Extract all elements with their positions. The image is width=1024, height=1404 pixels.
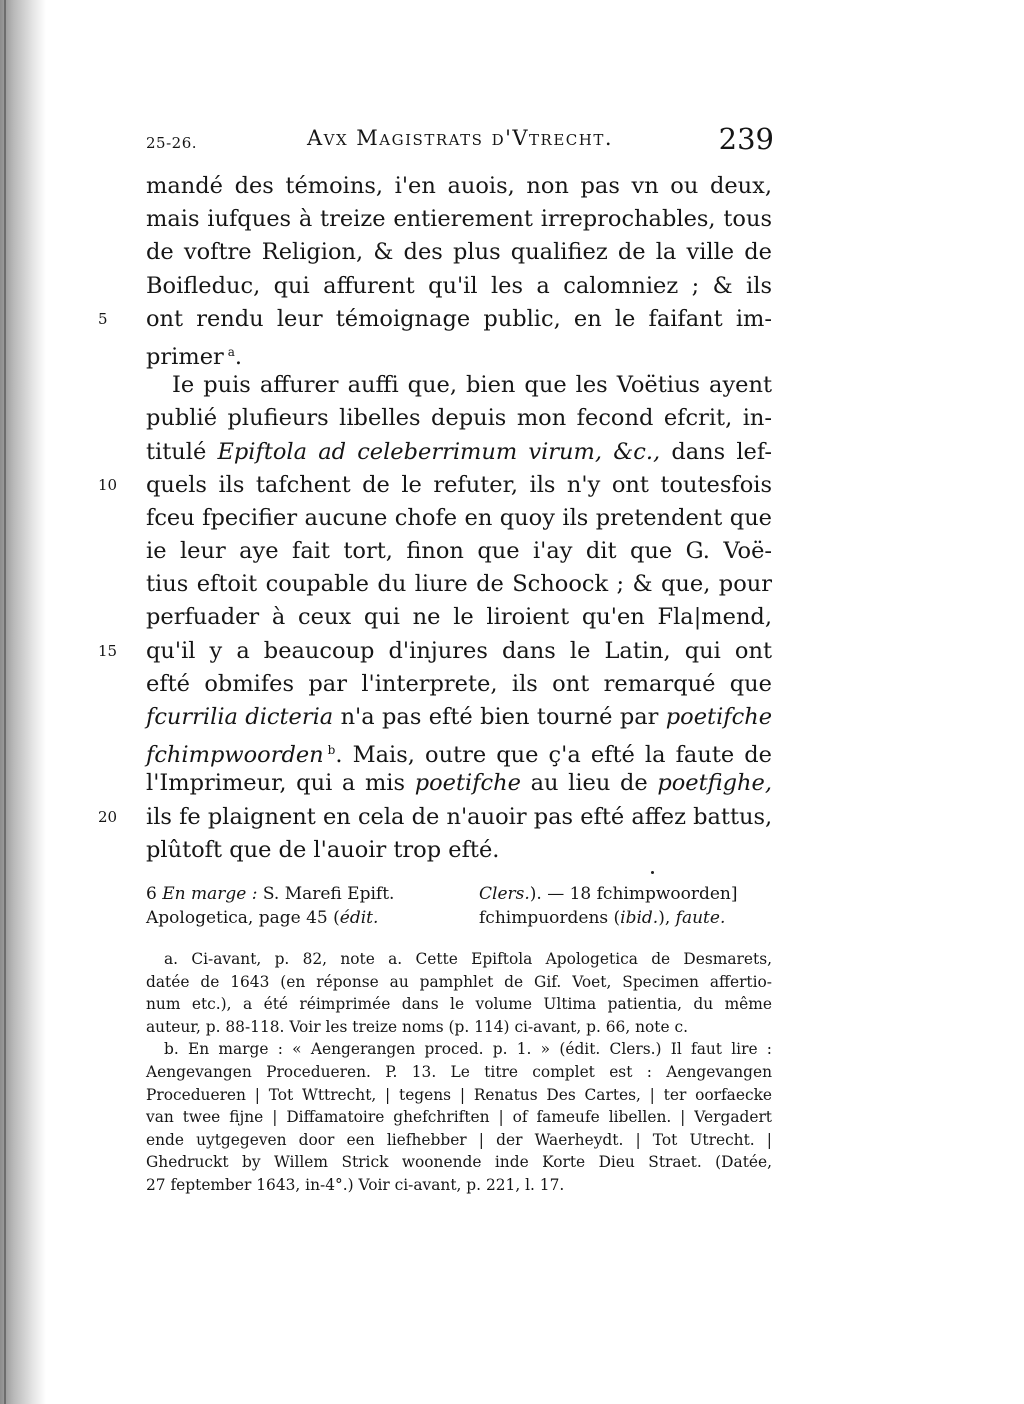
footnote-line: Procedueren | Tot Wttrecht, | tegens | Renatus Des Cartes, | ter oorfaecke [146, 1085, 772, 1104]
text-line: mais iufques à treize entierement irreprochables, tous [146, 206, 772, 233]
text-line: 5 ont rendu leur témoignage public, en le faifant im- [146, 303, 772, 336]
text-line: fcurrilia dicteria n'a pas efté bien tourné par poetifche [146, 704, 773, 730]
text-line: fceu fpecifier aucune chofe en quoy ils pretendent que [146, 504, 772, 531]
text-line: plûtoft que de l'auoir trop efté. [146, 836, 500, 863]
text-line: efté obmifes par l'interprete, ils ont remarqué que [146, 670, 772, 697]
footnote-line: van twee fijne | Diffamatoire ghefchriften | of fameufe libellen. | Vergadert [146, 1108, 772, 1127]
text-line: 15 qu'il y a beaucoup d'injures dans le Latin, qui ont [146, 635, 772, 668]
text-line: publié plufieurs libelles depuis mon fecond efcrit, in- [146, 405, 772, 432]
text-line: perfuader à ceux qui ne le liroient qu'en Fla|mend, [146, 604, 772, 631]
line-number: 5 [98, 309, 108, 328]
text-line: 20 ils fe plaignent en cela de n'auoir pas efté affez battus, [146, 801, 772, 834]
text-line: Boifleduc, qui affurent qu'il les a calomniez ; & ils [146, 272, 772, 299]
text-line: de voftre Religion, & des plus qualifiez de la ville de [146, 239, 772, 266]
footnote-line: a. Ci-avant, p. 82, note a. Cette Epiftola Apologetica de Desmarets, [164, 950, 772, 968]
variant-readings [146, 882, 772, 930]
footnote-marker: a [227, 344, 235, 359]
footnote-line: num etc.), a été réimprimée dans le volume Ultima patientia, du même [146, 995, 772, 1014]
footnote-line: Aengevangen Procedueren. P. 13. Le titre complet est : Aengevangen [146, 1062, 772, 1081]
text-line: Ie puis affurer auffi que, bien que les Voëtius ayent [172, 372, 772, 399]
footnote-line: b. En marge : « Aengerangen proced. p. 1. » (édit. Clers.) Il faut lire : [164, 1040, 772, 1059]
footnote-marker: b [327, 743, 336, 758]
line-number: 10 [98, 475, 118, 494]
footnote-line: ende uytgegeven door een liefhebber | der Waerheydt. | Tot Utrecht. | [146, 1130, 772, 1149]
main-text [98, 170, 773, 867]
running-title: Avx Magistrats d'Vtrecht. [306, 126, 614, 150]
footnote-line: datée de 1643 (en réponse au pamphlet de Gif. Voet, Specimen affertio- [146, 972, 772, 991]
text-line: ie leur aye fait tort, finon que i'ay dit que G. Voë- [146, 538, 772, 565]
ink-dot [651, 871, 654, 874]
text-line: titulé Epiftola ad celeberrimum virum, &c., dans lef- [146, 438, 772, 465]
text-line: mandé des témoins, i'en auois, non pas vn ou deux, [146, 173, 772, 199]
footnote-line: 27 feptember 1643, in-4°.) Voir ci-avant, p. 221, l. 17. [146, 1175, 565, 1194]
text-line: fchimpwoorden $^b$. Mais, outre que ç'a efté la faute de [146, 742, 772, 769]
line-number: 15 [98, 641, 118, 660]
footnote-line: auteur, p. 88-118. Voir les treize noms (p. 114) ci-avant, p. 66, note c. [146, 1017, 688, 1036]
variant-row: 6 En marge : S. Marefi Epift. Clers.). — 18 fchimpwoorden] [146, 884, 738, 904]
text-line: tius eftoit coupable du liure de Schoock ; & que, pour [146, 571, 772, 598]
page-number: 239 [718, 122, 774, 156]
text-line: primer $^a$. [146, 343, 243, 370]
text-line: l'Imprimeur, qui a mis poetifche au lieu de poetfighe, [146, 770, 773, 797]
text-line: 10 quels ils tafchent de le refuter, ils n'y ont toutesfois [146, 469, 772, 502]
footnotes [146, 948, 772, 1197]
running-header [146, 122, 774, 160]
footnote-line: Ghedruckt by Willem Strick woonende inde Korte Dieu Straet. (Datée, [146, 1153, 772, 1172]
line-number: 20 [98, 807, 118, 826]
variant-row: Apologetica, page 45 (édit. fchimpuordens (ibid.), faute. [146, 908, 726, 928]
article-range: 25-26. [146, 134, 198, 152]
